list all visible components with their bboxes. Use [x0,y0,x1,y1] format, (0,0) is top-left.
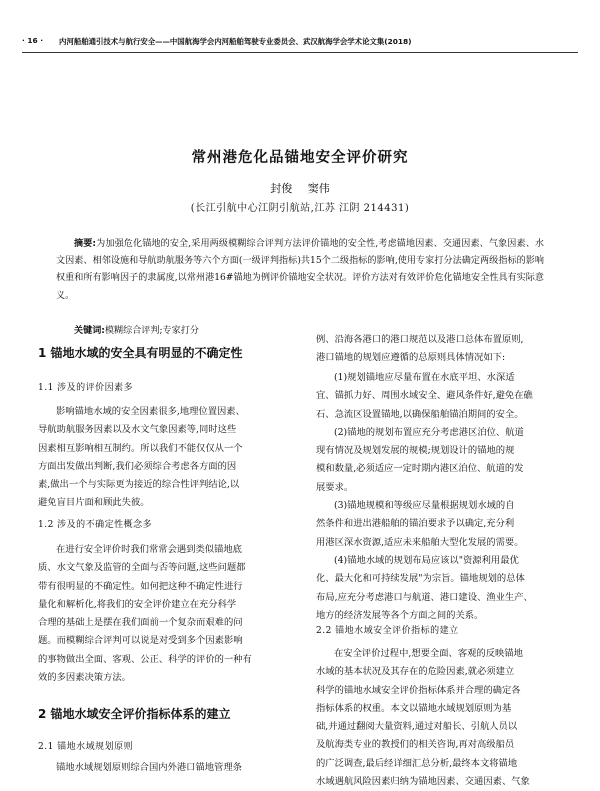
paragraph-line: 量化和解析化,将我们的安全评价建立在充分科学 [38,598,237,610]
principles-list [316,369,586,625]
paragraph-line: 因素相互影响相互制约。所以我们不能仅仅从一个 [38,442,243,454]
section-2-1-body [38,759,308,777]
paragraph-line: 水域的基本状况及其存在的危险因素,就必须建立 [316,666,515,678]
list-item-line: 模和数量,必须适应一定时期内港区泊位、航道的发 [316,463,524,475]
paragraph-line: 港口锚地的规划应遵循的总原则具体情况如下: [316,352,506,364]
paragraph-line: 例、沿海各港口的港口规范以及港口总体布置原则, [316,334,524,345]
paragraph-line: 题。而模糊综合评判可以说是对受到多个因素影响 [38,635,243,647]
section-1-1-body [38,403,308,513]
section-1-1-heading: 1.1 涉及的评价因素多 [38,383,134,393]
article-authors: 封俊 窦伟 [270,182,330,195]
section-2-2-body [316,645,586,791]
section-1-heading: 1 锚地水域的安全具有明显的不确定性 [38,346,243,360]
article-affiliation: (长江引航中心江阴引航站,江苏 江阴 214431) [190,203,410,214]
paragraph-line: 的事物做出全面、客观、公正、科学的评价的一种有 [38,653,252,665]
paragraph-line: 导航助航服务因素以及水文气象因素等,同时这些 [38,424,237,436]
list-item-line: 展要求。 [316,481,354,493]
abstract [56,236,544,305]
paragraph-line: 及航海类专业的教授们的相关咨询,再对高级船员 [316,739,515,751]
abstract-label: 摘要: [74,239,97,249]
list-item-line: 地方的经济发展等各个方面之间的关系。 [316,609,484,621]
list-item-line: (2)锚地的规划布置应充分考虑港区泊位、航道 [334,426,524,438]
abstract-text: 为加强危化锚地的安全,采用两级模糊综合评判方法评价锚地的安全性,考虑锚地因素、交通因素、气象因素、水文因素、相邻设施和导航助航服务等六个方面(一级评判指标)共15个二级指标的影响,使用专家打分法确定两级指标的影响权重和所有影响因子的隶属度,以常州港16#锚地为例评价锚地安全状况。评价方法对有效评价危化锚地安全性具有实际意义。 [56,239,544,301]
paragraph-line: 在安全评价过程中,想要全面、客观的反映锚地 [334,648,523,659]
paragraph-line: 合理的基础上是摆在我们面前一个复杂而艰难的问 [38,617,243,629]
paragraph-line: 在进行安全评价时我们常常会遇到类似锚地底 [56,544,242,555]
section-1-2-body [38,541,308,687]
list-item-line: (1)规划锚地应尽量布置在水底平坦、水深适 [334,372,515,383]
section-2-heading: 2 锚地水域安全评价指标体系的建立 [38,707,231,721]
list-item-line: 石、急流区设置锚地,以确保船舶锚泊期间的安全。 [316,408,524,420]
paragraph-line: 效的多因素决策方法。 [38,672,131,684]
paragraph-line: 方面出发做出判断,我们必须综合考虑各方面的因 [38,460,237,472]
paragraph-line: 础,并通过翻阅大量资料,通过对船长、引航人员以 [316,721,518,733]
list-item-line: 然条件和进出港船舶的锚泊要求予以确定,充分利 [316,518,515,530]
paragraph-line: 素,做出一个与实际更为接近的综合性评判结论,以 [38,479,240,491]
right-intro [316,331,586,368]
article-title: 常州港危化品锚地安全评价研究 [191,150,409,166]
running-header [22,36,578,47]
paragraph-line: 锚地水域规划原则综合国内外港口锚地管理条 [56,762,242,773]
paragraph-line: 影响锚地水域的安全因素很多,地理位置因素、 [56,406,245,417]
keywords [74,323,199,336]
list-item-line: 用港区深水资源,适应未来船舶大型化发展的需要。 [316,536,524,548]
paragraph-line: 指标体系的权重。本文以锚地水域规划原则为基 [316,702,512,714]
header-rule [22,52,578,53]
list-item-line: 现有情况及规划发展的规模;规划设计的锚地的规 [316,445,515,457]
list-item-line: 布局,应充分考虑港口与航道、港口建设、渔业生产、 [316,591,533,603]
list-item-line: 宜、锚抓力好、周围水域安全、避风条件好,避免在礁 [316,390,533,402]
keywords-label: 关键词: [74,326,105,336]
page-number: · 16 · [22,36,44,45]
paragraph-line: 科学的锚地水域安全评价指标体系并合理的确定各 [316,684,521,696]
section-2-1-heading: 2.1 锚地水域规划原则 [38,742,134,752]
paragraph-line: 带有很明显的不确定性。如何把这种不确定性进行 [38,580,243,592]
paragraph-line: 质、水文气象及监管的全面与否等问题,这些问题都 [38,562,246,574]
section-1-2-heading: 1.2 涉及的不确定性概念多 [38,520,153,530]
list-item-line: (3)锚地规模和等级应尽量根据规划水域的自 [334,500,515,512]
section-2-2-heading: 2.2 锚地水域安全评价指标的建立 [316,626,459,636]
paragraph-line: 避免盲目片面和顾此失彼。 [38,497,150,509]
paragraph-line: 的广泛调查,最后经详细汇总分析,最终本文将锚地 [316,757,518,769]
list-item-line: 化、最大化和可持续发展"为宗旨。锚地规划的总体 [316,573,525,585]
running-title: 内河船舶通引技术与航行安全——中国航海学会内河船舶驾驶专业委员会、武汉航海学会学术论文集(2018) [59,37,412,46]
keywords-text: 模糊综合评判;专家打分 [104,326,199,336]
list-item-line: (4)锚地水域的规划布局应该以"资源利用最优 [334,554,519,566]
paragraph-line: 水域遇航风险因素归纳为锚地因素、交通因素、气象 [316,776,530,788]
